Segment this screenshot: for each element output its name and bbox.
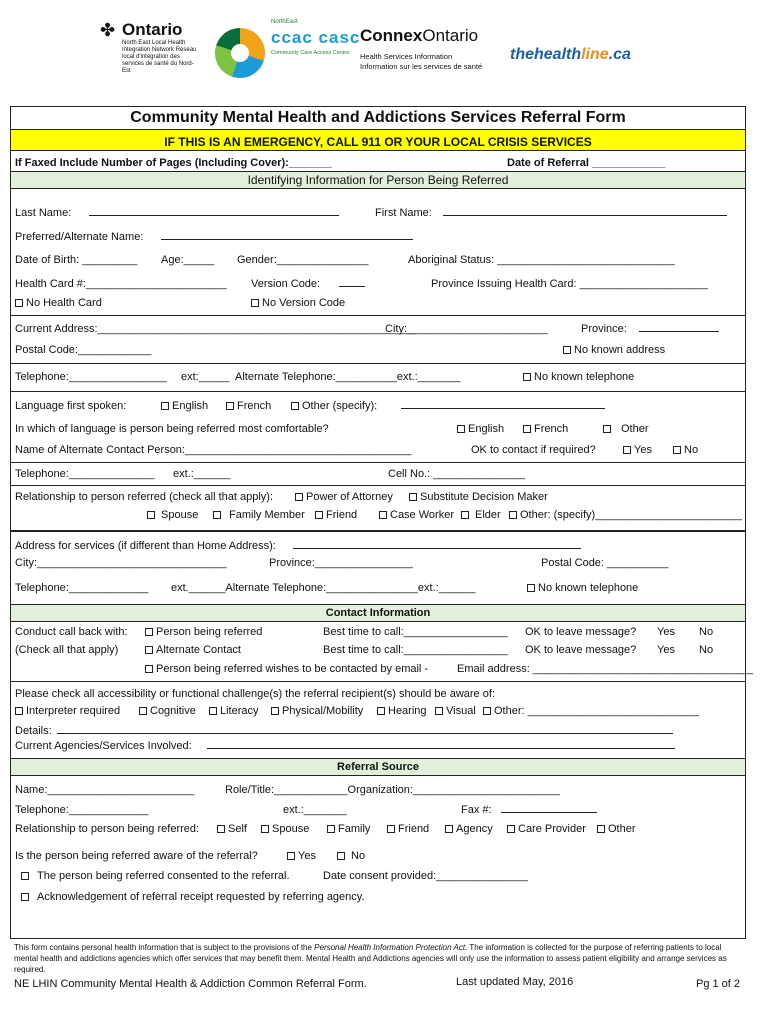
- ccac-logo: [215, 19, 365, 88]
- french-label: French: [534, 423, 569, 435]
- checkbox-icon: [509, 511, 517, 519]
- other-specify2-label: Other: (specify)________________________: [520, 509, 743, 521]
- comfort-french-checkbox[interactable]: [523, 423, 568, 435]
- other-language-input[interactable]: [401, 408, 605, 409]
- checkbox-icon: [161, 402, 169, 410]
- checkbox-icon: [226, 402, 234, 410]
- dob-field[interactable]: Date of Birth: _________: [15, 254, 138, 266]
- ok-leave-yes[interactable]: Yes: [657, 626, 675, 638]
- rel-friend-checkbox[interactable]: [387, 823, 429, 835]
- source-ext-field[interactable]: ext.:_______: [283, 804, 347, 816]
- postal-code-field[interactable]: Postal Code:____________: [15, 344, 152, 356]
- ontario-wordmark: Ontario: [122, 20, 183, 39]
- checkbox-icon: [409, 493, 417, 501]
- address-services-input[interactable]: [293, 548, 581, 549]
- other2-label: Other: [608, 823, 636, 835]
- ok-contact-yes-checkbox[interactable]: [623, 444, 652, 456]
- address-services-label: Address for services (if different than Home Address):: [15, 540, 276, 552]
- no-known-telephone-label: No known telephone: [534, 371, 635, 383]
- preferred-name-input[interactable]: [161, 239, 413, 240]
- aware-yes-checkbox[interactable]: [287, 850, 316, 862]
- yes2-label: Yes: [298, 850, 316, 862]
- email-address-field[interactable]: Email address: ____________________________________: [457, 663, 754, 675]
- connex-bold: Connex: [360, 26, 423, 45]
- source-telephone-field[interactable]: Telephone:_____________: [15, 804, 149, 816]
- hearing-label: Hearing: [388, 705, 427, 717]
- connex-sub-en: Health Services Information: [360, 52, 453, 61]
- comfort-english-checkbox[interactable]: [457, 423, 504, 435]
- checkbox-icon: [295, 493, 303, 501]
- spouse2-label: Spouse: [272, 823, 310, 835]
- rel-spouse-checkbox[interactable]: [261, 823, 309, 835]
- rel-self-checkbox[interactable]: [217, 823, 247, 835]
- no-known-address-label: No known address: [574, 344, 666, 356]
- age-field[interactable]: Age:_____: [161, 254, 215, 266]
- spouse-checkbox[interactable]: [147, 509, 198, 521]
- referral-form: [10, 106, 754, 939]
- no-health-card-label: No Health Card: [26, 297, 102, 309]
- yes-label: Yes: [634, 444, 652, 456]
- details-label: Details:: [15, 725, 52, 737]
- english-label: English: [172, 400, 209, 412]
- source-name-field[interactable]: Name:________________________: [15, 784, 195, 796]
- checkbox-icon: [217, 825, 225, 833]
- divider: [11, 391, 745, 392]
- ext-field[interactable]: ext:_____: [181, 371, 230, 383]
- ok-leave2-label: OK to leave message?: [525, 644, 637, 656]
- best-time-field[interactable]: Best time to call:_________________: [323, 626, 508, 638]
- disclaimer-act: Personal Health Information Protection Act: [314, 943, 466, 952]
- services-ext-field[interactable]: ext.______Alternate Telephone:_______________ext.:______: [171, 582, 476, 594]
- form-title: Community Mental Health and Addictions Services Referral Form: [130, 109, 626, 126]
- divider: [11, 530, 745, 532]
- interpreter-label: Interpreter required: [26, 705, 121, 717]
- aware-no-checkbox[interactable]: [337, 850, 365, 862]
- province-label: Province:: [581, 323, 627, 335]
- privacy-disclaimer: [14, 942, 744, 975]
- checkbox-icon: [461, 511, 469, 519]
- current-agencies-input[interactable]: [207, 748, 675, 749]
- checkbox-icon: [483, 707, 491, 715]
- alternate-contact-label: Alternate Contact: [156, 644, 241, 656]
- last-updated: Last updated May, 2016: [456, 976, 574, 988]
- no2-label: No: [351, 850, 366, 862]
- first-name-input[interactable]: [443, 215, 727, 216]
- no-version-code-label: No Version Code: [262, 297, 346, 309]
- elder-label: Elder: [475, 509, 501, 521]
- checkbox-icon: [287, 852, 295, 860]
- checkbox-icon: [147, 511, 155, 519]
- current-agencies-label: Current Agencies/Services Involved:: [15, 740, 192, 752]
- first-name-label: First Name:: [375, 207, 432, 219]
- alt-contact-telephone-field[interactable]: Telephone:______________: [15, 468, 155, 480]
- checkbox-icon: [145, 628, 153, 636]
- checkbox-icon: [523, 425, 531, 433]
- checkbox-icon: [315, 511, 323, 519]
- cognitive-checkbox[interactable]: [139, 705, 196, 717]
- aware-question: Is the person being referred aware of the referral?: [15, 850, 258, 862]
- french-label: French: [237, 400, 272, 412]
- province-input[interactable]: [639, 331, 719, 332]
- callback-person-checkbox[interactable]: [145, 626, 262, 638]
- checkbox-icon: [435, 707, 443, 715]
- physical-checkbox[interactable]: [271, 705, 363, 717]
- checkbox-icon: [673, 446, 681, 454]
- consented-label: The person being referred consented to the referral.: [37, 870, 290, 882]
- checkbox-icon: [251, 299, 259, 307]
- other-access-checkbox[interactable]: [483, 705, 699, 717]
- ok-leave2-yes[interactable]: Yes: [657, 644, 675, 656]
- fax-row: [11, 153, 745, 171]
- connex-logo: [360, 26, 520, 72]
- ccac-circle-icon: [215, 28, 265, 78]
- page-number: Pg 1 of 2: [696, 978, 741, 990]
- divider: [11, 485, 745, 486]
- cell-field[interactable]: Cell No.: _______________: [388, 468, 526, 480]
- healthline-logo: [510, 46, 631, 64]
- rel-family-checkbox[interactable]: [327, 823, 370, 835]
- language-comfortable-label: In which of language is person being referred most comfortable?: [15, 423, 329, 435]
- lang-english-checkbox[interactable]: [161, 400, 208, 412]
- family-label: Family: [338, 823, 371, 835]
- source-role-org-field[interactable]: Role/Title:____________Organization:________________________: [225, 784, 560, 796]
- ccac-sub: Community Care Access Centre: [271, 50, 350, 56]
- details-input[interactable]: [57, 733, 673, 734]
- no-known-address-checkbox[interactable]: [563, 344, 665, 356]
- healthline-c: .ca: [608, 46, 631, 63]
- no-known-telephone-checkbox[interactable]: [523, 371, 634, 383]
- friend2-label: Friend: [398, 823, 430, 835]
- family-member-label: Family Member: [229, 509, 305, 521]
- visual-label: Visual: [446, 705, 476, 717]
- city2-field[interactable]: City:_______________________________: [15, 557, 227, 569]
- preferred-name-label: Preferred/Alternate Name:: [15, 231, 144, 243]
- fax-label: Fax #:: [461, 804, 492, 816]
- physical-label: Physical/Mobility: [282, 705, 364, 717]
- interpreter-checkbox[interactable]: [15, 705, 120, 717]
- hearing-checkbox[interactable]: [377, 705, 427, 717]
- referral-source-band: Referral Source: [11, 758, 745, 776]
- rel-other-checkbox[interactable]: [597, 823, 636, 835]
- checkbox-icon: [563, 346, 571, 354]
- relationship-other-checkbox[interactable]: [509, 509, 742, 521]
- consented-checkbox[interactable]: [21, 870, 290, 882]
- ok-contact-no-checkbox[interactable]: [673, 444, 698, 456]
- care-provider-label: Care Provider: [518, 823, 586, 835]
- no-label: No: [684, 444, 699, 456]
- checkbox-icon: [337, 852, 345, 860]
- city-field[interactable]: City:_______________________: [385, 323, 548, 335]
- postal-code2-field[interactable]: Postal Code: __________: [541, 557, 669, 569]
- ccac-wordmark: ccac casc: [271, 28, 361, 47]
- case-worker-label: Case Worker: [390, 509, 454, 521]
- ok-leave-no[interactable]: No: [699, 626, 714, 638]
- checkbox-icon: [523, 373, 531, 381]
- case-worker-checkbox[interactable]: [379, 509, 454, 521]
- relationship2-label: Relationship to person being referred:: [15, 823, 200, 835]
- callback-alternate-checkbox[interactable]: [145, 644, 241, 656]
- ontario-logo: [100, 20, 210, 75]
- english-label: English: [468, 423, 505, 435]
- contact-band: Contact Information: [11, 604, 745, 622]
- services-telephone-field[interactable]: Telephone:_____________: [15, 582, 149, 594]
- checkbox-icon: [445, 825, 453, 833]
- checkbox-icon: [291, 402, 299, 410]
- ok-leave2-no[interactable]: No: [699, 644, 714, 656]
- trillium-icon: ✤: [100, 20, 116, 40]
- checkbox-icon: [527, 584, 535, 592]
- accessibility-question: Please check all accessibility or functional challenge(s) the referral recipient(s) should be aware of:: [15, 688, 495, 700]
- person-referred-label: Person being referred: [156, 626, 263, 638]
- version-code-label: Version Code:: [251, 278, 321, 290]
- acknowledgement-label: Acknowledgement of referral receipt requested by referring agency.: [37, 891, 365, 903]
- check-all-label: (Check all that apply): [15, 644, 119, 656]
- connex-sub-fr: Information sur les services de santé: [360, 62, 483, 71]
- current-address-field[interactable]: Current Address:____________________________________________________: [15, 323, 416, 335]
- poa-label: Power of Attorney: [306, 491, 393, 503]
- no-version-code-checkbox[interactable]: [251, 297, 345, 309]
- rel-agency-checkbox[interactable]: [445, 823, 493, 835]
- fax-pages-field[interactable]: If Faxed Include Number of Pages (Including Cover):_______: [15, 157, 332, 169]
- elder-checkbox[interactable]: [461, 509, 501, 521]
- version-code-input[interactable]: [339, 286, 365, 287]
- checkbox-icon: [21, 893, 29, 901]
- other-specify-label: Other (specify):: [302, 400, 378, 412]
- friend-label: Friend: [326, 509, 358, 521]
- no-known-telephone2-label: No known telephone: [538, 582, 639, 594]
- checkbox-icon: [387, 825, 395, 833]
- checkbox-icon: [21, 872, 29, 880]
- form-name: NE LHIN Community Mental Health & Addiction Common Referral Form.: [14, 978, 367, 990]
- date-referral-field[interactable]: Date of Referral ____________: [507, 157, 666, 169]
- checkbox-icon: [603, 425, 611, 433]
- alt-contact-field[interactable]: Name of Alternate Contact Person:_____________________________________: [15, 444, 412, 456]
- sdm-checkbox[interactable]: [409, 491, 548, 503]
- fax-input[interactable]: [501, 812, 597, 813]
- agency-label: Agency: [456, 823, 493, 835]
- ok-leave-label: OK to leave message?: [525, 626, 637, 638]
- lang-french-checkbox[interactable]: [226, 400, 271, 412]
- poa-checkbox[interactable]: [295, 491, 393, 503]
- checkbox-icon: [377, 707, 385, 715]
- checkbox-icon: [379, 511, 387, 519]
- last-name-input[interactable]: [89, 215, 339, 216]
- lang-other-checkbox[interactable]: [291, 400, 377, 412]
- cognitive-label: Cognitive: [150, 705, 196, 717]
- divider: [11, 681, 745, 682]
- checkbox-icon: [213, 511, 221, 519]
- healthline-b: line: [581, 46, 609, 63]
- literacy-checkbox[interactable]: [209, 705, 259, 717]
- self-label: Self: [228, 823, 247, 835]
- divider: [11, 315, 745, 316]
- healthline-a: thehealth: [510, 46, 582, 63]
- acknowledgement-checkbox[interactable]: [21, 891, 365, 903]
- province2-field[interactable]: Province:________________: [269, 557, 413, 569]
- checkbox-icon: [209, 707, 217, 715]
- visual-checkbox[interactable]: [435, 705, 476, 717]
- email-wish-checkbox[interactable]: [145, 663, 428, 675]
- disclaimer-b: . The information is collected for the purpose of referring patients to local mental health and addictions agencies which offer services that may benefit them. Mental Health and Addictions agencies will only use the information to assess patient eligibility and arrange services as required.: [14, 943, 727, 974]
- friend-checkbox[interactable]: [315, 509, 357, 521]
- header-logos: [90, 14, 750, 104]
- checkbox-icon: [139, 707, 147, 715]
- other-label: Other: [621, 423, 649, 435]
- identifying-band: Identifying Information for Person Being Referred: [11, 171, 745, 189]
- language-first-label: Language first spoken:: [15, 400, 127, 412]
- health-card-field[interactable]: Health Card #:_______________________: [15, 278, 227, 290]
- connex-rest: Ontario: [422, 26, 479, 45]
- email-wish-label: Person being referred wishes to be contacted by email -: [156, 663, 429, 675]
- no-health-card-checkbox[interactable]: [15, 297, 102, 309]
- checkbox-icon: [261, 825, 269, 833]
- telephone-field[interactable]: Telephone:________________: [15, 371, 167, 383]
- relationship-label: Relationship to person referred (check all that apply):: [15, 491, 274, 503]
- province-issuing-field[interactable]: Province Issuing Health Card: _____________________: [431, 278, 709, 290]
- aboriginal-field[interactable]: Aboriginal Status: _____________________________: [408, 254, 675, 266]
- conduct-callback-label: Conduct call back with:: [15, 626, 128, 638]
- rel-care-provider-checkbox[interactable]: [507, 823, 586, 835]
- lhin-name: North East Local Health Integration Network Réseau local d'intégration des services de santé du Nord-Est: [122, 40, 197, 74]
- disclaimer-a: This form contains personal health information that is subject to the provisions of the: [14, 943, 315, 952]
- sdm-label: Substitute Decision Maker: [420, 491, 548, 503]
- ok-contact-label: OK to contact if required?: [471, 444, 596, 456]
- best-time2-field[interactable]: Best time to call:_________________: [323, 644, 508, 656]
- gender-field[interactable]: Gender:_______________: [237, 254, 369, 266]
- checkbox-icon: [327, 825, 335, 833]
- alt-telephone-field[interactable]: Alternate Telephone:__________ext.:_______: [235, 371, 461, 383]
- last-name-label: Last Name:: [15, 207, 72, 219]
- divider: [11, 363, 745, 364]
- spouse-label: Spouse: [161, 509, 199, 521]
- checkbox-icon: [15, 707, 23, 715]
- checkbox-icon: [145, 665, 153, 673]
- other-access-label: Other: ____________________________: [494, 705, 699, 717]
- checkbox-icon: [623, 446, 631, 454]
- checkbox-icon: [271, 707, 279, 715]
- ccac-tag: NorthEast: [271, 19, 298, 25]
- literacy-label: Literacy: [220, 705, 259, 717]
- checkbox-icon: [457, 425, 465, 433]
- checkbox-icon: [507, 825, 515, 833]
- alt-contact-ext-field[interactable]: ext.:______: [173, 468, 231, 480]
- family-member-checkbox[interactable]: [213, 509, 305, 521]
- comfort-other-checkbox[interactable]: [603, 423, 649, 435]
- no-known-telephone2-checkbox[interactable]: [527, 582, 638, 594]
- emergency-banner: IF THIS IS AN EMERGENCY, CALL 911 OR YOUR LOCAL CRISIS SERVICES: [11, 129, 745, 151]
- divider: [11, 462, 745, 463]
- checkbox-icon: [145, 646, 153, 654]
- checkbox-icon: [597, 825, 605, 833]
- date-consent-field[interactable]: Date consent provided:_______________: [323, 870, 528, 882]
- checkbox-icon: [15, 299, 23, 307]
